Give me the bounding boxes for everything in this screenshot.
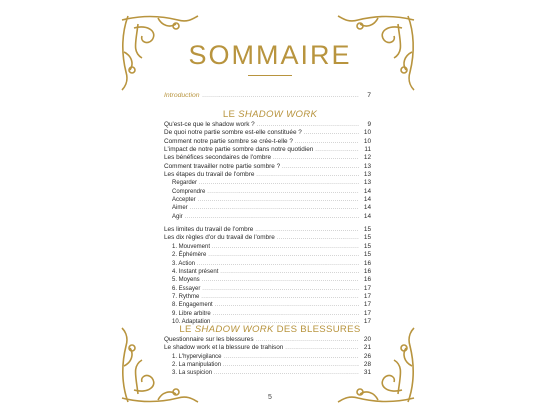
dot-leader (282, 163, 359, 171)
toc-entry-label: Le shadow work et la blessure de trahison (164, 344, 284, 352)
toc-entry-label: Questionnaire sur les blessures (164, 336, 254, 343)
toc-entry-label: 1. L'hypervigilance (172, 353, 222, 360)
toc-entry-label: 2. La manipulation (172, 362, 222, 369)
toc-entry-page: 14 (363, 196, 371, 204)
toc-entry-page: 28 (363, 361, 371, 369)
toc-entry-page: 14 (363, 204, 371, 212)
toc-entry-label: Agir (172, 213, 183, 220)
toc-entry-label: De quoi notre partie sombre est-elle constituée ? (164, 129, 302, 137)
toc-entry-page: 17 (363, 292, 371, 300)
toc-entry-label: 9. Libre arbitre (172, 310, 211, 317)
toc-entry-page: 10 (363, 137, 371, 145)
toc-entry[interactable] (164, 285, 371, 293)
toc-entry[interactable] (164, 293, 371, 301)
toc-entry-page: 16 (363, 276, 371, 284)
toc-entry-label: Les limites du travail de l'ombre (164, 226, 254, 234)
toc-entry-page: 21 (363, 344, 371, 352)
toc-entry[interactable] (164, 129, 371, 137)
toc-entry[interactable] (164, 361, 371, 369)
toc-entry[interactable] (164, 213, 371, 221)
toc-entry-page: 14 (363, 187, 371, 195)
dot-leader (257, 121, 359, 129)
dot-leader (224, 353, 359, 361)
toc-entry-label: L'impact de notre partie sombre dans notre quotidien (164, 146, 314, 154)
toc-entry-page: 9 (367, 121, 371, 128)
section-heading-emphasis: SHADOW WORK (194, 324, 274, 335)
toc-entry-label: 7. Rythme (172, 293, 200, 300)
toc-entry-page: 15 (363, 234, 371, 242)
toc-entry-page: 31 (363, 369, 371, 377)
toc-entry-label: 3. Action (172, 260, 196, 267)
toc-entry-page: 17 (363, 284, 371, 292)
toc-entry[interactable] (164, 353, 371, 361)
toc-entry-label: Comment notre partie sombre se crée-t-elle ? (164, 137, 293, 145)
dot-leader (214, 369, 359, 377)
toc-entry-page: 12 (363, 154, 371, 162)
toc-entry-label: 1. Mouvement (172, 243, 211, 250)
page-number: 5 (268, 394, 272, 401)
toc-entry-page: 11 (364, 146, 371, 154)
toc-entry[interactable] (164, 154, 371, 162)
toc-entry[interactable] (164, 204, 371, 212)
toc-entry-label: Comment travailler notre partie sombre ? (164, 162, 281, 170)
toc-entry-page: 13 (363, 179, 371, 187)
toc-entry[interactable] (164, 121, 371, 129)
dot-leader (304, 129, 359, 137)
toc-entry[interactable] (164, 268, 371, 276)
toc-entry-label: 4. Instant présent (172, 268, 219, 275)
toc-entry[interactable] (164, 369, 371, 377)
title-divider (248, 75, 292, 76)
toc-entry-label: Qu'est-ce que le shadow work ? (164, 121, 255, 128)
toc-entry-page: 26 (363, 352, 371, 360)
toc-entry-page: 16 (363, 259, 371, 267)
toc-entry[interactable] (164, 171, 371, 179)
dot-leader (256, 336, 359, 344)
dot-leader (202, 276, 359, 284)
section-heading-prefix: LE (222, 109, 239, 120)
dot-leader (220, 268, 359, 276)
toc-entry-page: 20 (363, 336, 371, 343)
dot-leader (256, 171, 359, 179)
toc-entry[interactable] (164, 260, 371, 268)
toc-intro (164, 92, 371, 100)
dot-leader (277, 234, 359, 242)
toc-entry-page: 15 (363, 251, 371, 259)
toc-entry[interactable] (164, 196, 371, 204)
toc-entry-page: 15 (363, 242, 371, 250)
toc-entry-introduction[interactable] (164, 92, 371, 100)
toc-entry-label: 2. Éphémère (172, 252, 207, 259)
toc-entry-label: Introduction (164, 92, 200, 99)
dot-leader (185, 213, 359, 221)
dot-leader (207, 188, 359, 196)
dot-leader (190, 204, 359, 212)
toc-entry[interactable] (164, 188, 371, 196)
toc-entry[interactable] (164, 336, 371, 344)
dot-leader (295, 138, 359, 146)
toc-entry[interactable] (164, 344, 371, 352)
toc-entry[interactable] (164, 243, 371, 251)
toc-entry-label: Accepter (172, 197, 196, 204)
toc-entry[interactable] (164, 234, 371, 242)
dot-leader (201, 293, 359, 301)
toc-entry-label: 5. Moyens (172, 277, 200, 284)
toc-list-section-2 (164, 336, 371, 378)
toc-entry[interactable] (164, 138, 371, 146)
toc-entry-page: 17 (363, 317, 371, 325)
toc-entry-label: Les dix règles d'or du travail de l'ombre (164, 234, 275, 242)
dot-leader (223, 361, 359, 369)
toc-list-section-1 (164, 121, 371, 326)
section-heading-suffix: DES BLESSURES (273, 324, 361, 335)
toc-entry-label: Les étapes du travail de l'ombre (164, 171, 255, 179)
toc-entry[interactable] (164, 226, 371, 234)
toc-entry-label: 10. Adaptation (172, 318, 211, 325)
dot-leader (273, 154, 359, 162)
section-heading-prefix: LE (179, 324, 195, 335)
dot-leader (208, 251, 359, 259)
section-heading-emphasis: SHADOW WORK (238, 109, 318, 120)
section-heading-shadow-work (150, 109, 390, 120)
dot-leader (285, 344, 359, 352)
toc-entry-page: 13 (363, 162, 371, 170)
toc-entry[interactable] (164, 179, 371, 187)
toc-entry-label: Les bénéfices secondaires de l'ombre (164, 154, 272, 162)
toc-entry-label: 3. La suspicion (172, 370, 213, 377)
toc-entry[interactable] (164, 310, 371, 318)
toc-entry[interactable] (164, 163, 371, 171)
toc-entry-label: Aimer (172, 205, 188, 212)
toc-entry-label: 6. Essayer (172, 285, 201, 292)
page-title: SOMMAIRE (188, 40, 352, 70)
dot-leader (202, 92, 359, 100)
toc-entry[interactable] (164, 276, 371, 284)
dot-leader (315, 146, 359, 154)
dot-leader (202, 285, 359, 293)
dot-leader (213, 310, 359, 318)
toc-entry[interactable] (164, 251, 371, 259)
toc-entry-page: 17 (363, 301, 371, 309)
toc-entry-page: 17 (363, 309, 371, 317)
dot-leader (255, 226, 359, 234)
toc-entry-page: 7 (367, 92, 371, 99)
toc-entry-page: 13 (363, 171, 371, 179)
dot-leader (199, 179, 359, 187)
toc-entry[interactable] (164, 301, 371, 309)
section-heading-shadow-work-blessures (150, 324, 390, 335)
toc-entry-label: Comprendre (172, 188, 206, 195)
toc-entry[interactable] (164, 146, 371, 154)
toc-entry-label: 8. Engagement (172, 302, 213, 309)
dot-leader (212, 243, 359, 251)
dot-leader (197, 260, 359, 268)
toc-entry-page: 10 (363, 129, 371, 137)
toc-entry-page: 15 (363, 226, 371, 234)
dot-leader (198, 196, 359, 204)
dot-leader (215, 301, 359, 309)
toc-entry-label: Regarder (172, 180, 198, 187)
toc-entry-page: 14 (363, 212, 371, 220)
toc-entry-page: 16 (363, 267, 371, 275)
